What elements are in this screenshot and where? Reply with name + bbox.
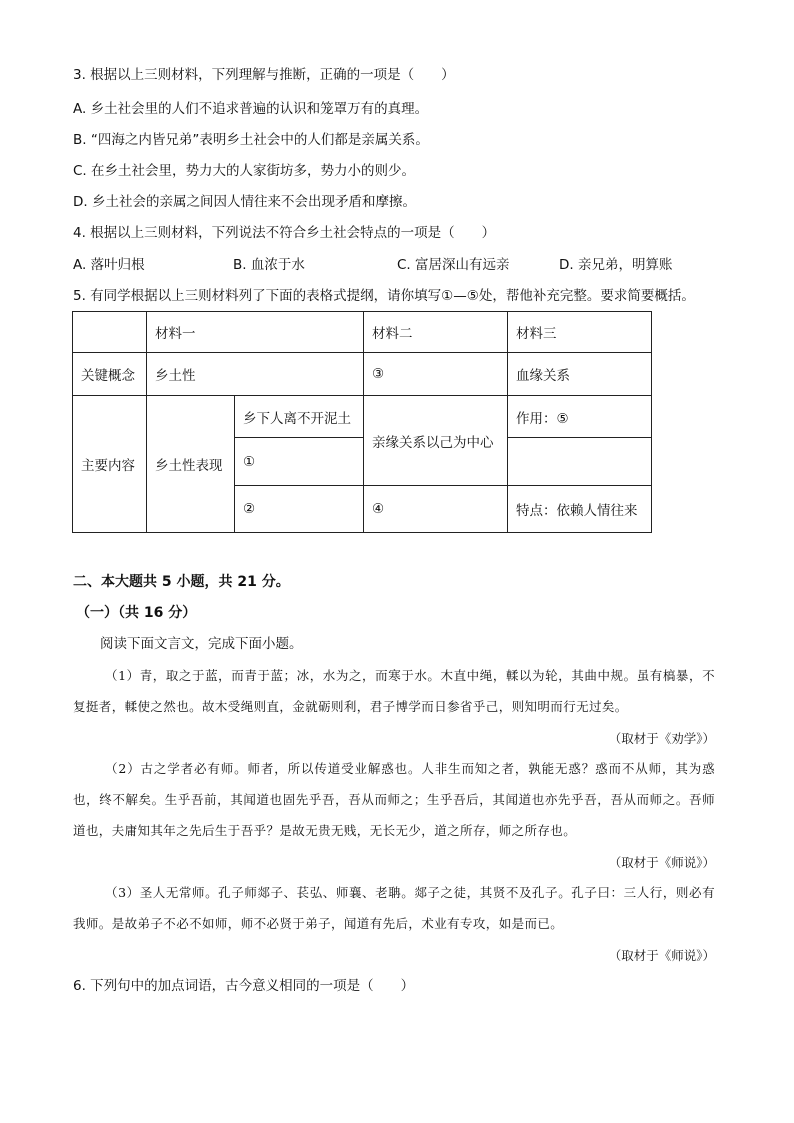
classical-passage-1: （1）青，取之于蓝，而青于蓝；冰，水为之，而寒于水。木直中绳，輮以为轮，其曲中规。虽有槁暴，不复挺者，輮使之然也。故木受绳则直，金就砺则利，君子博学而日参省乎己，则知明而行无过矣。	[73, 668, 715, 714]
q3-stem: 3. 根据以上三则材料，下列理解与推断，正确的一项是（ ）	[73, 67, 455, 83]
section-title: 二、本大题共 5 小题，共 21 分。	[73, 574, 290, 590]
q6-stem: 6. 下列句中的加点词语，古今意义相同的一项是（ ）	[73, 978, 415, 994]
table-row	[73, 312, 652, 353]
table-label-rural-traits: 乡土性表现	[147, 396, 235, 533]
q3-option-d: D. 乡土社会的亲属之间因人情往来不会出现矛盾和摩擦。	[73, 194, 416, 210]
reading-instruction: 阅读下面文言文，完成下面小题。	[100, 636, 303, 652]
table-cell-material2-bottom: ④	[364, 486, 508, 533]
classical-passage-2: （2）古之学者必有师。师者，所以传道受业解惑也。人非生而知之者，孰能无惑？惑而不从师，其为惑也，终不解矣。生乎吾前，其闻道也固先乎吾，吾从而师之；生乎吾后，其闻道也亦先乎吾，吾从而师之。吾师道也，夫庸知其年之先后生于吾乎？是故无贵无贱，无长无少，道之所存，师之所存也。	[73, 761, 715, 838]
table-cell-concept2: ③	[364, 353, 508, 396]
table-cell-trait2: ①	[235, 438, 364, 486]
table-cell-material2-top: 亲缘关系以己为中心	[364, 396, 508, 486]
passage-2-source: （取材于《师说》）	[608, 855, 715, 870]
passage-3-source: （取材于《师说》）	[608, 948, 715, 963]
q3-option-c: C. 在乡土社会里，势力大的人家街坊多，势力小的则少。	[73, 163, 416, 179]
table-header-material1: 材料一	[147, 312, 364, 353]
table-cell-material3-bottom: 特点：依赖人情往来	[508, 486, 652, 533]
table-cell-concept1: 乡土性	[147, 353, 364, 396]
table-row	[73, 396, 652, 438]
table-cell-trait1: 乡下人离不开泥土	[235, 396, 364, 438]
table-label-key-concept: 关键概念	[73, 353, 147, 396]
table-cell-material3-top: 作用：⑤	[508, 396, 652, 438]
q4-option-d: D. 亲兄弟，明算账	[559, 257, 673, 273]
q3-option-a: A. 乡土社会里的人们不追求普遍的认识和笼罩万有的真理。	[73, 101, 429, 117]
table-cell-material3-mid	[508, 438, 652, 486]
q4-option-a: A. 落叶归根	[73, 257, 145, 273]
table-label-main-content: 主要内容	[73, 396, 147, 533]
q5-stem: 5. 有同学根据以上三则材料列了下面的表格式提纲，请你填写①—⑤处，帮他补充完整。要求简要概括。	[73, 288, 695, 304]
passage-1-source: （取材于《劝学》）	[608, 731, 715, 746]
table-header-material3: 材料三	[508, 312, 652, 353]
table-cell-concept3: 血缘关系	[508, 353, 652, 396]
table-row	[73, 353, 652, 396]
table-cell-trait3: ②	[235, 486, 364, 533]
table-header-material2: 材料二	[364, 312, 508, 353]
outline-table	[72, 311, 652, 533]
q4-option-b: B. 血浓于水	[233, 257, 305, 273]
table-corner-cell	[73, 312, 147, 353]
part-title: （一）（共 16 分）	[76, 605, 197, 621]
classical-passage-3: （3）圣人无常师。孔子师郯子、苌弘、师襄、老聃。郯子之徒，其贤不及孔子。孔子曰：三人行，则必有我师。是故弟子不必不如师，师不必贤于弟子，闻道有先后，术业有专攻，如是而已。	[73, 885, 715, 931]
q4-stem: 4. 根据以上三则材料，下列说法不符合乡土社会特点的一项是（ ）	[73, 225, 496, 241]
q3-option-b: B. “四海之内皆兄弟”表明乡土社会中的人们都是亲属关系。	[73, 132, 429, 148]
q4-option-c: C. 富居深山有远亲	[397, 257, 510, 273]
